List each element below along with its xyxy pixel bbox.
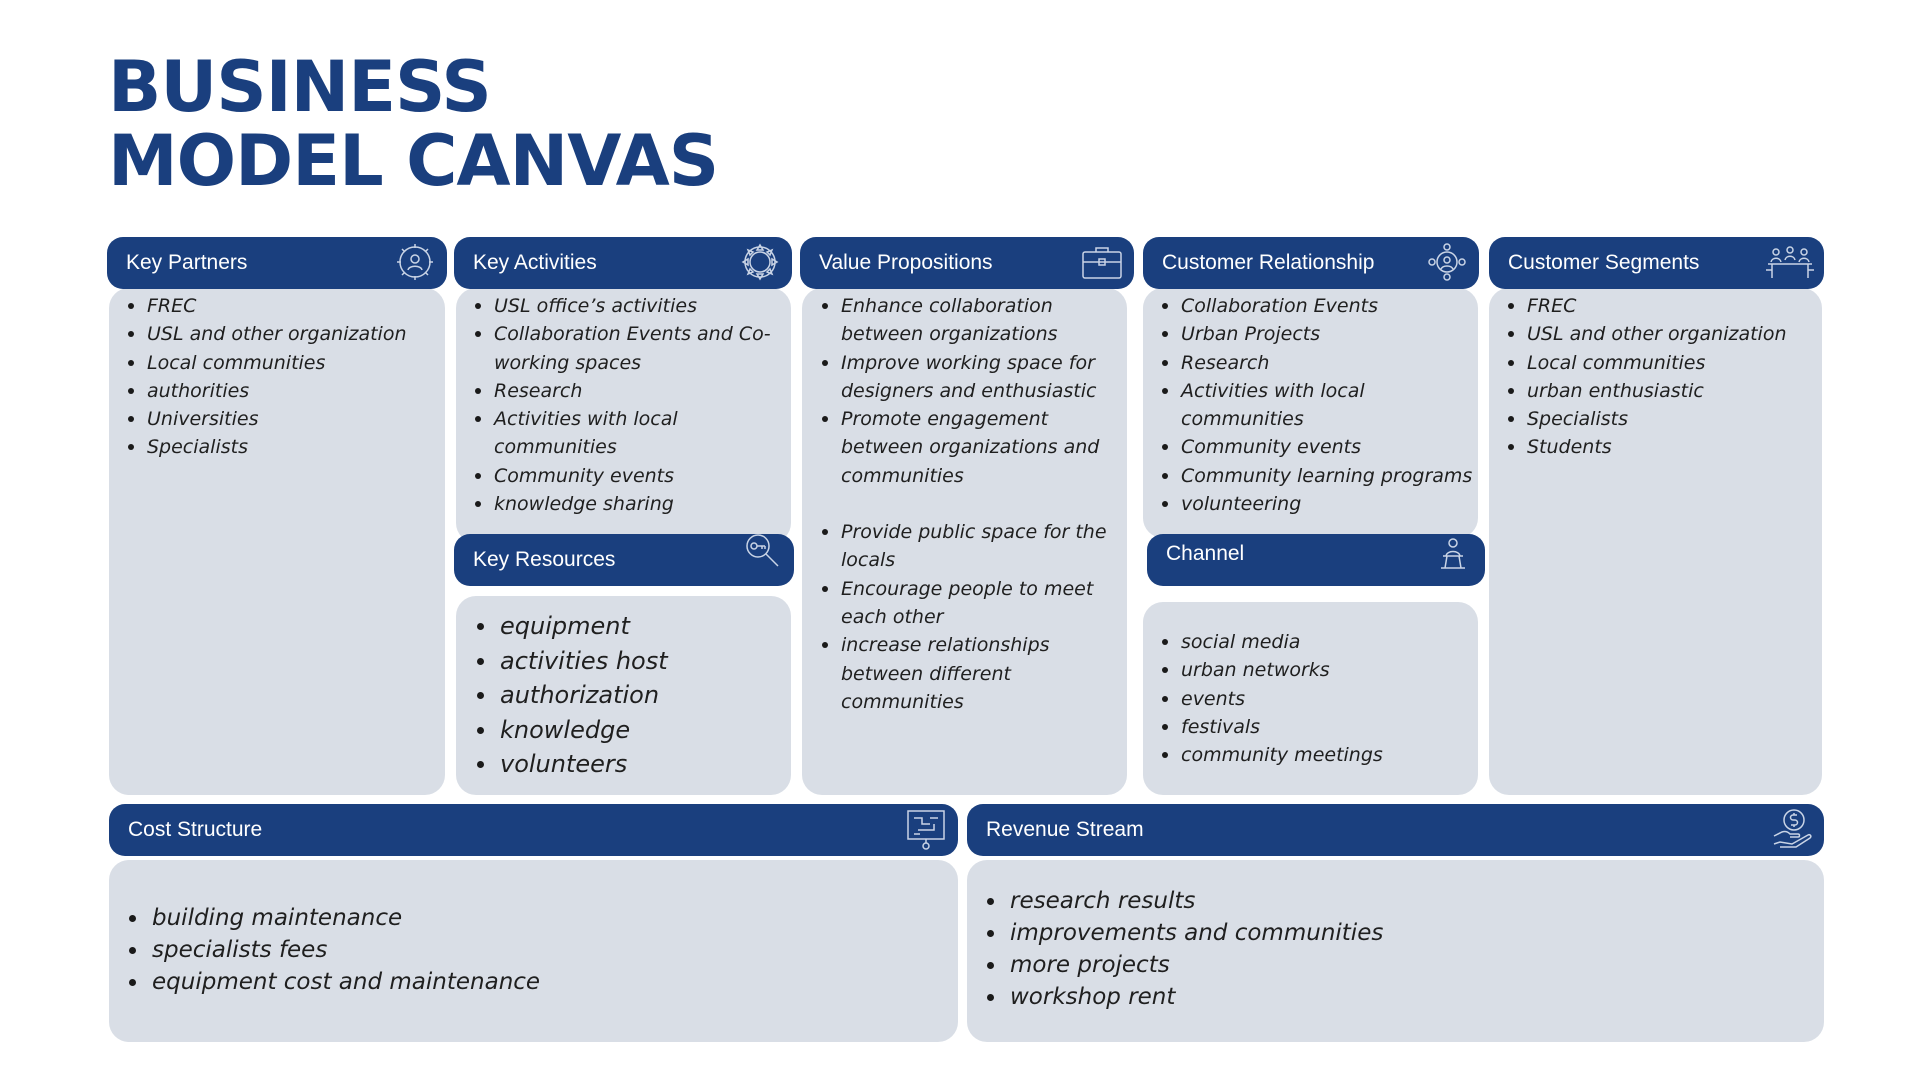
list-item: Activities with local communities [472, 405, 782, 462]
list-item: Universities [125, 405, 440, 433]
list-item: Collaboration Events and Co-working spaces [472, 320, 782, 377]
list-item: authorities [125, 377, 440, 405]
meeting-table-icon [1764, 240, 1816, 284]
list-item: USL and other organization [125, 320, 440, 348]
gear-icon [738, 240, 782, 284]
hand-dollar-icon [1770, 806, 1814, 850]
list-item: increase relationships between different communities [819, 631, 1124, 716]
channel-header [1147, 534, 1485, 586]
revenue-stream-list [984, 885, 1804, 1013]
list-item: community meetings [1159, 741, 1469, 769]
list-item: building maintenance [126, 902, 926, 934]
list-item: Urban Projects [1159, 320, 1479, 348]
value-propositions-list [819, 292, 1124, 716]
cost-structure-header [109, 804, 958, 856]
list-item: improvements and communities [984, 917, 1804, 949]
value-propositions-label: Value Propositions [819, 251, 993, 274]
list-item: Students [1505, 433, 1820, 461]
key-partners-label: Key Partners [126, 251, 248, 274]
list-item: specialists fees [126, 934, 926, 966]
presentation-board-icon [904, 808, 948, 852]
revenue-stream-label: Revenue Stream [986, 818, 1144, 841]
list-item: Community learning programs [1159, 462, 1479, 490]
customer-relationship-label: Customer Relationship [1162, 251, 1375, 274]
list-item: Activities with local communities [1159, 377, 1479, 434]
channel-label: Channel [1166, 542, 1245, 565]
list-item: research results [984, 885, 1804, 917]
list-item: equipment [474, 609, 784, 644]
list-item: workshop rent [984, 981, 1804, 1013]
list-item: volunteering [1159, 490, 1479, 518]
value-propositions-header [800, 237, 1134, 289]
key-resources-header [454, 534, 794, 586]
title-line-1: BUSINESS [108, 46, 491, 128]
list-item: knowledge sharing [472, 490, 782, 518]
list-item: Research [1159, 349, 1479, 377]
list-item: Encourage people to meet each other [819, 575, 1124, 632]
list-item: social media [1159, 628, 1469, 656]
key-activities-header [454, 237, 792, 289]
customer-segments-list [1505, 292, 1820, 462]
list-item: FREC [125, 292, 440, 320]
list-item: activities host [474, 644, 784, 679]
list-item: urban enthusiastic [1505, 377, 1820, 405]
gear-person-icon [393, 240, 437, 284]
list-item: Collaboration Events [1159, 292, 1479, 320]
list-item: Enhance collaboration between organizations [819, 292, 1124, 349]
speaker-podium-icon [1431, 532, 1475, 576]
list-item: FREC [1505, 292, 1820, 320]
list-item: Community events [1159, 433, 1479, 461]
list-item: Research [472, 377, 782, 405]
list-item: Local communities [125, 349, 440, 377]
list-item: equipment cost and maintenance [126, 966, 926, 998]
customer-segments-header [1489, 237, 1824, 289]
list-item: festivals [1159, 713, 1469, 741]
key-resources-label: Key Resources [473, 548, 616, 571]
briefcase-icon [1080, 240, 1124, 284]
customer-segments-label: Customer Segments [1508, 251, 1700, 274]
key-activities-list [472, 292, 782, 518]
revenue-stream-header [967, 804, 1824, 856]
title-line-2: MODEL CANVAS [108, 120, 719, 202]
list-item: Local communities [1505, 349, 1820, 377]
customer-relationship-list [1159, 292, 1479, 518]
list-item: Provide public space for the locals [819, 518, 1124, 575]
list-item: events [1159, 685, 1469, 713]
customer-relationship-header [1143, 237, 1479, 289]
list-item: Promote engagement between organizations and communities [819, 405, 1124, 490]
list-item: Specialists [1505, 405, 1820, 433]
people-network-icon [1425, 240, 1469, 284]
key-activities-label: Key Activities [473, 251, 597, 274]
cost-structure-label: Cost Structure [128, 818, 263, 841]
magnifier-key-icon [740, 529, 784, 573]
list-item: more projects [984, 949, 1804, 981]
list-item: USL and other organization [1505, 320, 1820, 348]
list-item: Community events [472, 462, 782, 490]
channel-list [1159, 628, 1469, 769]
list-item: authorization [474, 678, 784, 713]
list-item: volunteers [474, 747, 784, 782]
cost-structure-list [126, 902, 926, 998]
page-title [108, 46, 719, 202]
key-partners-list [125, 292, 440, 462]
list-item: urban networks [1159, 656, 1469, 684]
list-item: USL office’s activities [472, 292, 782, 320]
key-resources-list [474, 609, 784, 782]
list-item: Specialists [125, 433, 440, 461]
key-partners-header [107, 237, 447, 289]
list-item: knowledge [474, 713, 784, 748]
list-item: Improve working space for designers and enthusiastic [819, 349, 1124, 406]
